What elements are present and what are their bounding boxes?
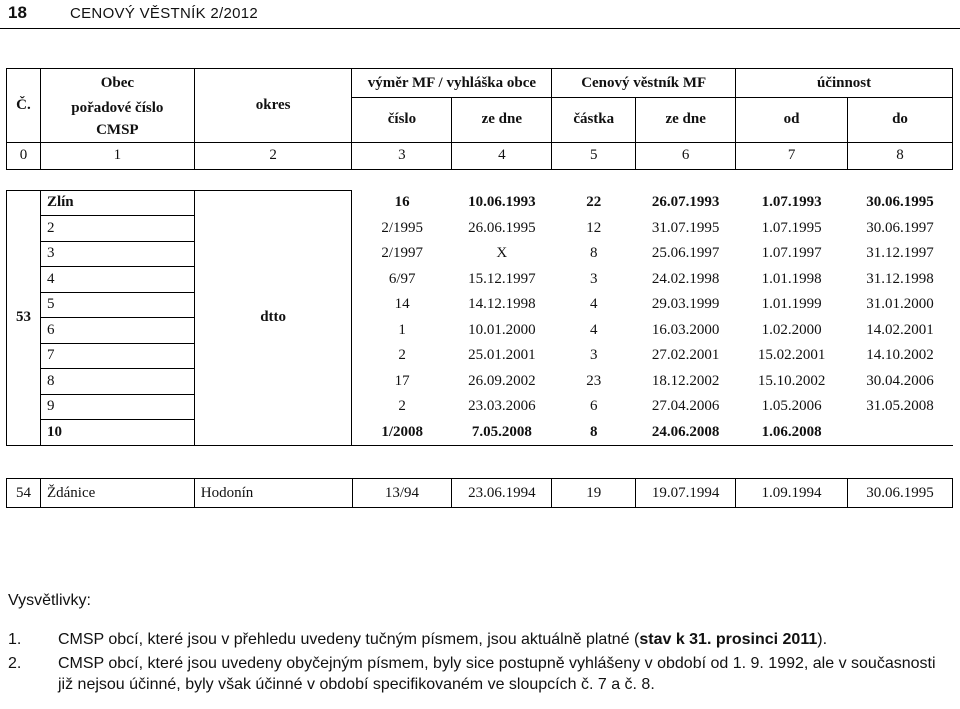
table-row: [7, 394, 953, 420]
cell-od: 1.07.1997: [761, 245, 822, 262]
column-number: 7: [736, 142, 848, 169]
cell-cislo: 1: [398, 321, 406, 338]
cell-cislo: 14: [394, 296, 410, 313]
cell-do: 14.10.2002: [866, 347, 934, 364]
cell-od: 1.07.1993: [761, 194, 822, 211]
note-number: 2.: [8, 655, 22, 672]
cell-cv-ze-dne: 18.12.2002: [651, 372, 720, 389]
cell-castka: 6: [589, 398, 598, 415]
cell-castka: 23: [586, 372, 602, 389]
note-text: CMSP obcí, které jsou uvedeny obyčejným písmem, byly sice postupně vyhlášeny v období od 1. 9. 1992, ale v současnosti již nejsou účinné, byly však účinné v období specifikovaném ve sloupcích č. 7 a č. 8.: [58, 655, 936, 693]
cell-cv-ze-dne: 26.07.1993: [651, 194, 720, 211]
cell-od: 1.09.1994: [736, 479, 848, 508]
header-cmsp: CMSP: [40, 120, 194, 143]
cell-obec: 8: [40, 369, 194, 395]
cell-od: 1.01.1999: [761, 296, 822, 313]
cell-cv-ze-dne: 16.03.2000: [651, 321, 720, 338]
cell-cislo: 16: [394, 194, 410, 211]
cell-cv-ze-dne: 25.06.1997: [651, 245, 720, 262]
column-number: 0: [7, 142, 41, 169]
cell-obec: 7: [40, 343, 194, 369]
column-number: 8: [848, 142, 953, 169]
cell-od: 1.05.2006: [761, 398, 822, 415]
cell-castka: 8: [589, 245, 598, 262]
price-map-row-54: [6, 478, 953, 508]
cell-castka: 22: [586, 194, 602, 211]
header-row-1: [7, 69, 953, 98]
cell-obec: 9: [40, 394, 194, 420]
cell-od: 1.01.1998: [761, 270, 822, 287]
cell-od: 1.02.2000: [761, 321, 822, 338]
header-vymer-group: výměr MF / vyhláška obce: [352, 69, 552, 98]
cell-do: 31.05.2008: [866, 398, 934, 415]
cell-ze-dne: X: [496, 245, 508, 262]
header-cislo-radku: Č.: [7, 69, 41, 143]
cell-ze-dne: 10.06.1993: [468, 194, 536, 211]
column-number: 1: [40, 142, 194, 169]
cell-castka: 4: [589, 321, 598, 338]
cell-cv-ze-dne: 24.06.2008: [636, 420, 736, 446]
header-ucinnost-group: účinnost: [736, 69, 953, 98]
cell-cislo: 13/94: [352, 479, 452, 508]
column-number: 2: [194, 142, 352, 169]
header-cenovy-vestnik-group: Cenový věstník MF: [552, 69, 736, 98]
cell-cislo: 1/2008: [352, 420, 452, 446]
cell-do: 31.12.1997: [866, 245, 934, 262]
cell-cv-ze-dne: 29.03.1999: [651, 296, 720, 313]
cell-do: 31.12.1998: [866, 270, 934, 287]
cell-cv-ze-dne: 24.02.1998: [651, 270, 720, 287]
cell-ze-dne: 23.06.1994: [452, 479, 552, 508]
page-header: [0, 0, 960, 26]
cell-ze-dne: 7.05.2008: [452, 420, 552, 446]
table-row: [7, 420, 953, 446]
cell-obec: 2: [40, 216, 194, 242]
cell-do: 31.01.2000: [866, 296, 934, 313]
cell-obec: 5: [40, 292, 194, 318]
cell-cv-ze-dne: 19.07.1994: [636, 479, 736, 508]
cell-do: 30.04.2006: [866, 372, 934, 389]
header-cislo: číslo: [352, 98, 452, 143]
cell-cv-ze-dne: 27.04.2006: [651, 398, 720, 415]
table-row: [7, 292, 953, 318]
cell-ze-dne: 25.01.2001: [468, 347, 536, 364]
journal-title: CENOVÝ VĚSTNÍK 2/2012: [70, 5, 259, 22]
column-number: 4: [452, 142, 552, 169]
cell-do: [848, 420, 953, 446]
cell-obec: 10: [40, 420, 194, 446]
column-number: 3: [352, 142, 452, 169]
cell-cislo-radku: 54: [7, 479, 41, 508]
header-row-2: [7, 98, 953, 120]
cell-cislo: 2/1995: [381, 219, 423, 236]
table-row: [7, 369, 953, 395]
header-rule: [0, 28, 960, 29]
page-number: 18: [8, 3, 27, 22]
cell-cislo: 17: [394, 372, 410, 389]
cell-obec: Ždánice: [40, 479, 194, 508]
cell-ze-dne: 23.03.2006: [468, 398, 536, 415]
cell-od: 15.02.2001: [757, 347, 826, 364]
notes-heading: Vysvětlivky:: [8, 592, 91, 609]
cell-od: 1.07.1995: [761, 219, 822, 236]
note-text-bold: stav k 31. prosinci 2011: [639, 631, 818, 648]
cell-od: 1.06.2008: [736, 420, 848, 446]
cell-ze-dne: 26.09.2002: [468, 372, 536, 389]
cell-castka: 12: [586, 219, 602, 236]
note-number: 1.: [8, 631, 22, 648]
header-poradove-cislo: pořadové číslo: [40, 98, 194, 120]
table-row: [7, 267, 953, 293]
column-number-row: [7, 142, 953, 169]
group-number: 53: [7, 190, 41, 445]
cell-obec: Zlín: [40, 190, 194, 216]
table-row: [7, 190, 953, 216]
cell-do: 14.02.2001: [866, 321, 934, 338]
table-row: [7, 241, 953, 267]
column-number: 6: [636, 142, 736, 169]
cell-ze-dne: 26.06.1995: [468, 219, 536, 236]
cell-castka: 4: [589, 296, 598, 313]
header-od: od: [736, 98, 848, 143]
cell-okres: Hodonín: [194, 479, 352, 508]
header-ze-dne-1: ze dne: [452, 98, 552, 143]
table-row: [7, 479, 953, 508]
notes-section: [8, 590, 953, 695]
cell-cislo: 2/1997: [381, 245, 423, 262]
cell-cislo: 2: [398, 398, 406, 415]
note-item: [8, 653, 953, 695]
group-okres: dtto: [194, 190, 352, 445]
note-text: ).: [817, 631, 828, 648]
cell-castka: 19: [552, 479, 636, 508]
cell-obec: 3: [40, 241, 194, 267]
header-obec: Obec: [40, 69, 194, 98]
note-item: [8, 629, 953, 650]
cell-ze-dne: 15.12.1997: [468, 270, 536, 287]
cell-cislo: 6/97: [388, 270, 416, 287]
cell-cv-ze-dne: 27.02.2001: [651, 347, 720, 364]
header-ze-dne-2: ze dne: [636, 98, 736, 143]
table-row: [7, 318, 953, 344]
cell-do: 30.06.1995: [866, 194, 934, 211]
price-map-table: [6, 68, 953, 446]
cell-ze-dne: 10.01.2000: [468, 321, 536, 338]
cell-castka: 3: [589, 270, 598, 287]
cell-od: 15.10.2002: [757, 372, 826, 389]
cell-obec: 6: [40, 318, 194, 344]
cell-cislo: 2: [398, 347, 406, 364]
header-do: do: [848, 98, 953, 143]
cell-cv-ze-dne: 31.07.1995: [651, 219, 720, 236]
cell-ze-dne: 14.12.1998: [468, 296, 536, 313]
cell-do: 30.06.1997: [866, 219, 934, 236]
cell-castka: 8: [552, 420, 636, 446]
header-okres: okres: [194, 69, 352, 143]
column-number: 5: [552, 142, 636, 169]
note-text: CMSP obcí, které jsou v přehledu uvedeny tučným písmem, jsou aktuálně platné (: [58, 631, 640, 648]
cell-castka: 3: [589, 347, 598, 364]
cell-obec: 4: [40, 267, 194, 293]
header-castka: částka: [552, 98, 636, 143]
table-row: [7, 343, 953, 369]
cell-do: 30.06.1995: [848, 479, 953, 508]
table-row: [7, 216, 953, 242]
